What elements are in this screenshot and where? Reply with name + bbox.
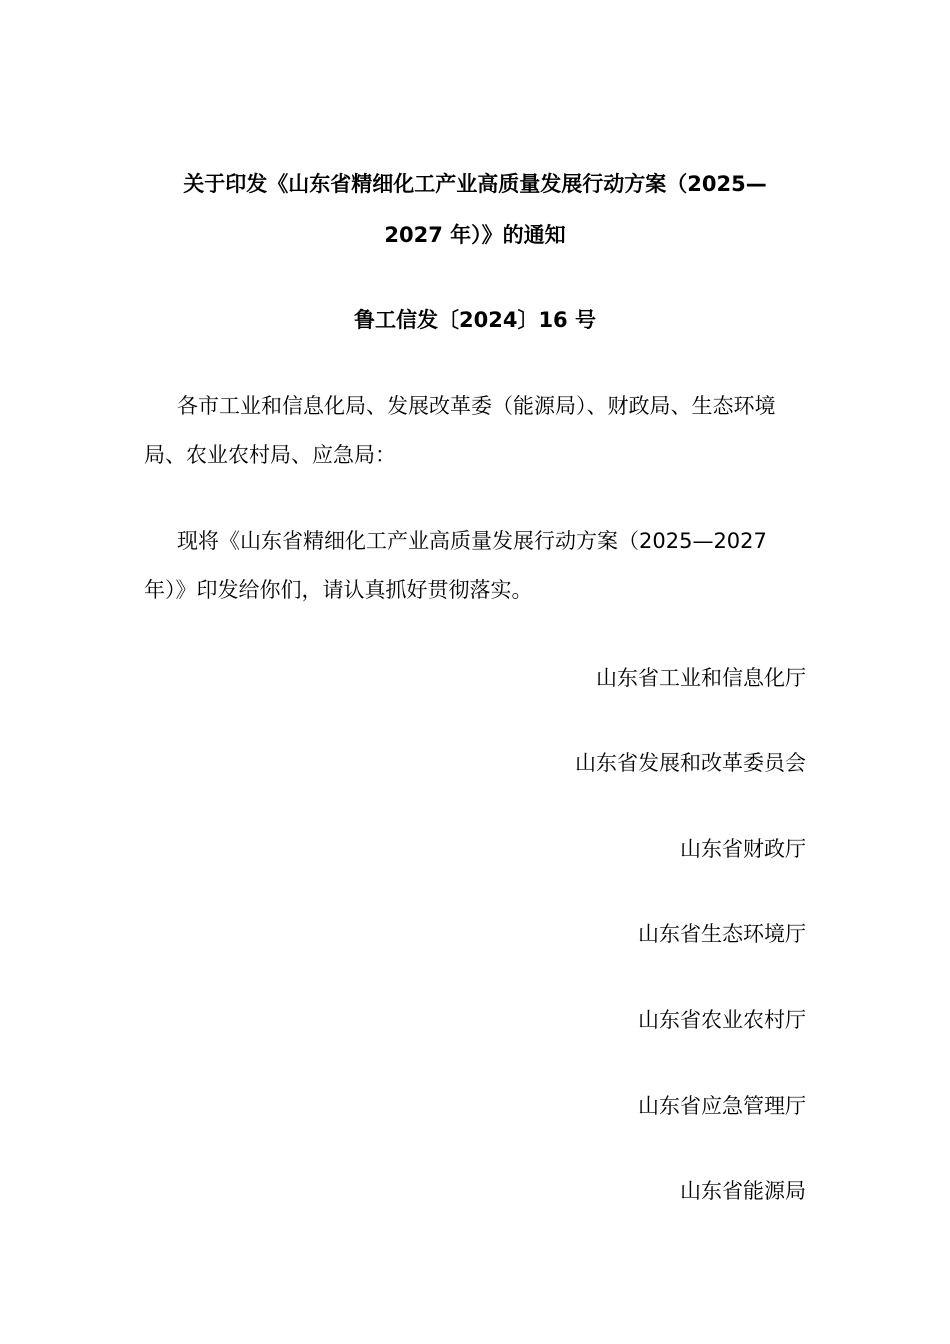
document-title-line-1: 关于印发《山东省精细化工产业高质量发展行动方案（2025— — [183, 172, 767, 196]
body-text-line-2: 年）》印发给你们，请认真抓好贯彻落实。 — [144, 578, 533, 602]
salutation-line-2: 局、农业农村局、应急局： — [144, 443, 396, 467]
signatory-development-reform: 山东省发展和改革委员会 — [575, 751, 806, 775]
document-title-line-2: 2027 年）》的通知 — [384, 223, 566, 247]
signatory-finance: 山东省财政厅 — [680, 837, 806, 861]
signatory-emergency-management: 山东省应急管理厅 — [638, 1094, 806, 1118]
signatory-agriculture: 山东省农业农村厅 — [638, 1008, 806, 1032]
signatory-industry-it: 山东省工业和信息化厅 — [596, 666, 806, 690]
salutation-line-1: 各市工业和信息化局、发展改革委（能源局）、财政局、生态环境 — [177, 394, 776, 418]
signatory-energy: 山东省能源局 — [680, 1179, 806, 1203]
body-text-line-1: 现将《山东省精细化工产业高质量发展行动方案（2025—2027 — [177, 529, 767, 553]
document-number: 鲁工信发〔2024〕16 号 — [354, 308, 596, 332]
signatory-ecology-environment: 山东省生态环境厅 — [638, 922, 806, 946]
